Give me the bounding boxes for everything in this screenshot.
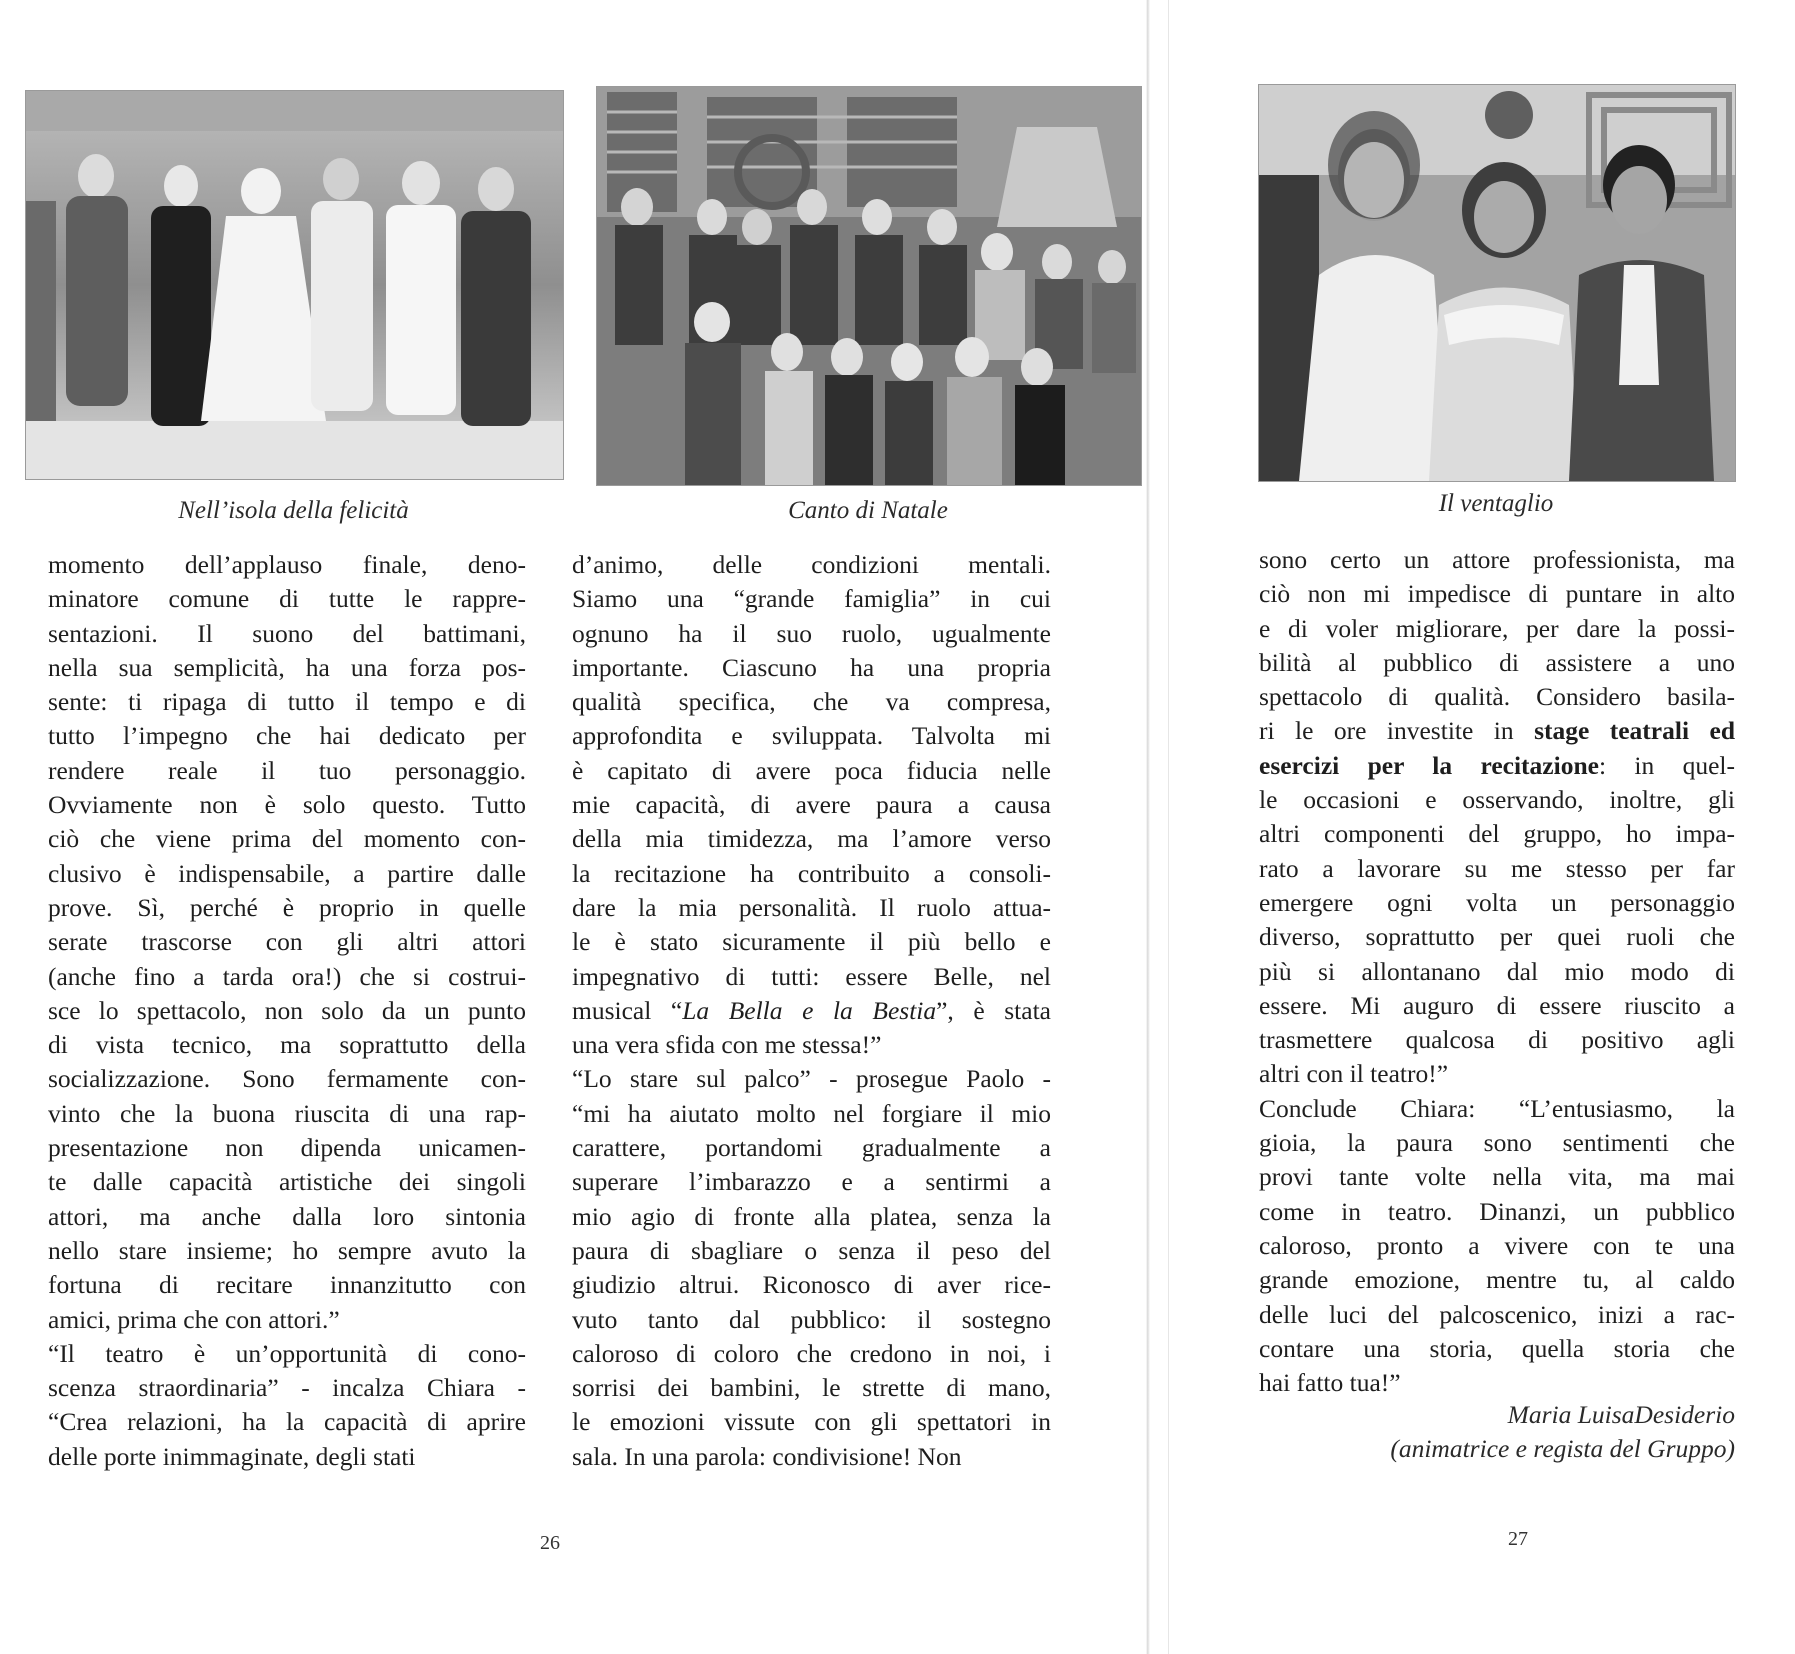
text-line: ciò che viene prima del momento con- — [48, 824, 526, 854]
text-line: sono certo un attore professionista, ma — [1259, 545, 1735, 574]
text-line: d’animo, delle condizioni mentali. — [572, 550, 1051, 579]
page-number-right: 27 — [1508, 1528, 1528, 1550]
text-line: gioia, la paura sono sentimenti che — [1259, 1128, 1735, 1158]
text-line: provi tante volte nella vita, ma mai — [1259, 1162, 1735, 1192]
photo-nell-isola-della-felicita — [25, 90, 564, 480]
text-line: giudizio altrui. Riconosco di aver rice- — [572, 1270, 1051, 1300]
text-column-3 — [1259, 543, 1735, 1400]
text-line: te dalle capacità artistiche dei singoli — [48, 1167, 526, 1197]
text-line: dare la mia personalità. Il ruolo attua- — [572, 892, 1051, 922]
text-line: hai fatto tua!” — [1259, 1368, 1401, 1398]
page-number-left: 26 — [540, 1532, 560, 1554]
text-line: bilità al pubblico di assistere a uno — [1259, 647, 1735, 677]
text-line: nella sua semplicità, ha una forza pos- — [48, 652, 526, 682]
text-line: Siamo una “grande famiglia” in cui — [572, 584, 1051, 614]
text-line: nello stare insieme; ho sempre avuto la — [48, 1235, 526, 1265]
text-line: clusivo è indispensabile, a partire dalle — [48, 858, 526, 888]
text-line: amici, prima che con attori.” — [48, 1304, 340, 1334]
text-line: caloroso, pronto a vivere con te una — [1259, 1230, 1735, 1260]
text-line: di vista tecnico, ma soprattutto della — [48, 1030, 526, 1060]
text-line: una vera sfida con me stessa!” — [572, 1030, 882, 1060]
text-line: mio agio di fronte alla platea, senza la — [572, 1201, 1051, 1231]
text-line: delle luci del palcoscenico, inizi a rac- — [1259, 1299, 1735, 1329]
text-line: emergere ogni volta un personaggio — [1259, 887, 1735, 917]
text-line: fortuna di recitare innanzitutto con — [48, 1270, 526, 1300]
text-line: qualità specifica, che va compresa, — [572, 687, 1051, 717]
text-line: sce lo spettacolo, non solo da un punto — [48, 995, 526, 1025]
text-line: è capitato di avere poca fiducia nelle — [572, 755, 1051, 785]
text-line: rendere reale il tuo personaggio. — [48, 755, 526, 785]
text-line: rato a lavorare su me stesso per far — [1259, 853, 1735, 883]
text-line: carattere, portandomi gradualmente a — [572, 1133, 1051, 1163]
signature-block — [1259, 1398, 1735, 1466]
text-line: Conclude Chiara: “L’entusiasmo, la — [1259, 1093, 1735, 1123]
text-line: Ovviamente non è solo questo. Tutto — [48, 790, 526, 820]
text-column-2 — [572, 548, 1051, 1474]
text-line: della mia timidezza, ma l’amore verso — [572, 824, 1051, 854]
page-fold — [1146, 0, 1150, 1654]
text-line: la recitazione ha contribuito a consoli- — [572, 858, 1051, 888]
text-line: le è stato sicuramente il più bello e — [572, 927, 1051, 957]
signature-name: Maria LuisaDesiderio — [1507, 1400, 1735, 1429]
text-line: grande emozione, mentre tu, al caldo — [1259, 1265, 1735, 1295]
text-line: tutto l’impegno che hai dedicato per — [48, 721, 526, 751]
text-line: “Crea relazioni, ha la capacità di aprire — [48, 1407, 526, 1437]
text-line: ognuno ha il suo ruolo, ugualmente — [572, 618, 1051, 648]
text-line: vinto che la buona riuscita di una rap- — [48, 1098, 526, 1128]
page-fold-shadow — [1168, 0, 1169, 1654]
text-line: mie capacità, di avere paura a causa — [572, 790, 1051, 820]
text-line: come in teatro. Dinanzi, un pubblico — [1259, 1196, 1735, 1226]
text-line: spettacolo di qualità. Considero basila- — [1259, 682, 1735, 712]
text-line: “Lo stare sul palco” - prosegue Paolo - — [572, 1064, 1051, 1094]
text-line: sentazioni. Il suono del battimani, — [48, 618, 526, 648]
caption-photo3: Il ventaglio — [1438, 490, 1554, 517]
text-line: sente: ti ripaga di tutto il tempo e di — [48, 687, 526, 717]
text-line: serate trascorse con gli altri attori — [48, 927, 526, 957]
photo-il-ventaglio — [1258, 84, 1736, 482]
text-line: attori, ma anche dalla loro sintonia — [48, 1201, 526, 1231]
text-line: “mi ha aiutato molto nel forgiare il mio — [572, 1098, 1051, 1128]
text-line: prove. Sì, perché è proprio in quelle — [48, 892, 526, 922]
text-line: altri con il teatro!” — [1259, 1059, 1449, 1089]
text-line: “Il teatro è un’opportunità di cono- — [48, 1338, 526, 1368]
text-line: caloroso di coloro che credono in noi, i — [572, 1338, 1051, 1368]
text-column-1 — [48, 548, 526, 1474]
text-line: sorrisi dei bambini, le strette di mano, — [572, 1373, 1051, 1403]
text-line: contare una storia, quella storia che — [1259, 1333, 1735, 1363]
text-line: delle porte inimmaginate, degli stati — [48, 1441, 416, 1471]
signature-role: (animatrice e regista del Gruppo) — [1390, 1434, 1735, 1463]
text-line: impegnativo di tutti: essere Belle, nel — [572, 961, 1051, 991]
text-line: paura di sbagliare o senza il peso del — [572, 1235, 1051, 1265]
text-line: presentazione non dipenda unicamen- — [48, 1133, 526, 1163]
text-line: musical “La Bella e la Bestia”, è stata — [572, 995, 1051, 1025]
text-line: più si allontanano dal mio modo di — [1259, 956, 1735, 986]
text-line: minatore comune di tutte le rappre- — [48, 584, 526, 614]
text-line: essere. Mi auguro di essere riuscito a — [1259, 990, 1735, 1020]
text-line: socializzazione. Sono fermamente con- — [48, 1064, 526, 1094]
text-line: e di voler migliorare, per dare la possi- — [1259, 613, 1735, 643]
text-line: superare l’imbarazzo e a sentirmi a — [572, 1167, 1051, 1197]
text-line: ciò non mi impedisce di puntare in alto — [1259, 579, 1735, 609]
text-line: le occasioni e osservando, inoltre, gli — [1259, 785, 1735, 815]
text-line: approfondita e sviluppata. Talvolta mi — [572, 721, 1051, 751]
text-line: trasmettere qualcosa di positivo agli — [1259, 1025, 1735, 1055]
text-line: (anche fino a tarda ora!) che si costrui- — [48, 961, 526, 991]
photo-canto-di-natale — [596, 86, 1142, 486]
caption-photo2: Canto di Natale — [788, 497, 948, 524]
text-line: diverso, soprattutto per quei ruoli che — [1259, 922, 1735, 952]
text-line: sala. In una parola: condivisione! Non — [572, 1441, 962, 1471]
text-line: vuto tanto dal pubblico: il sostegno — [572, 1304, 1051, 1334]
text-line: importante. Ciascuno ha una propria — [572, 652, 1051, 682]
text-line: ri le ore investite in stage teatrali ed — [1259, 716, 1735, 746]
text-line: scenza straordinaria” - incalza Chiara - — [48, 1373, 526, 1403]
text-line: momento dell’applauso finale, deno- — [48, 550, 526, 579]
text-line: esercizi per la recitazione: in quel- — [1259, 750, 1735, 780]
text-line: altri componenti del gruppo, ho impa- — [1259, 819, 1735, 849]
text-line: le emozioni vissute con gli spettatori in — [572, 1407, 1051, 1437]
caption-photo1: Nell’isola della felicità — [178, 497, 409, 524]
